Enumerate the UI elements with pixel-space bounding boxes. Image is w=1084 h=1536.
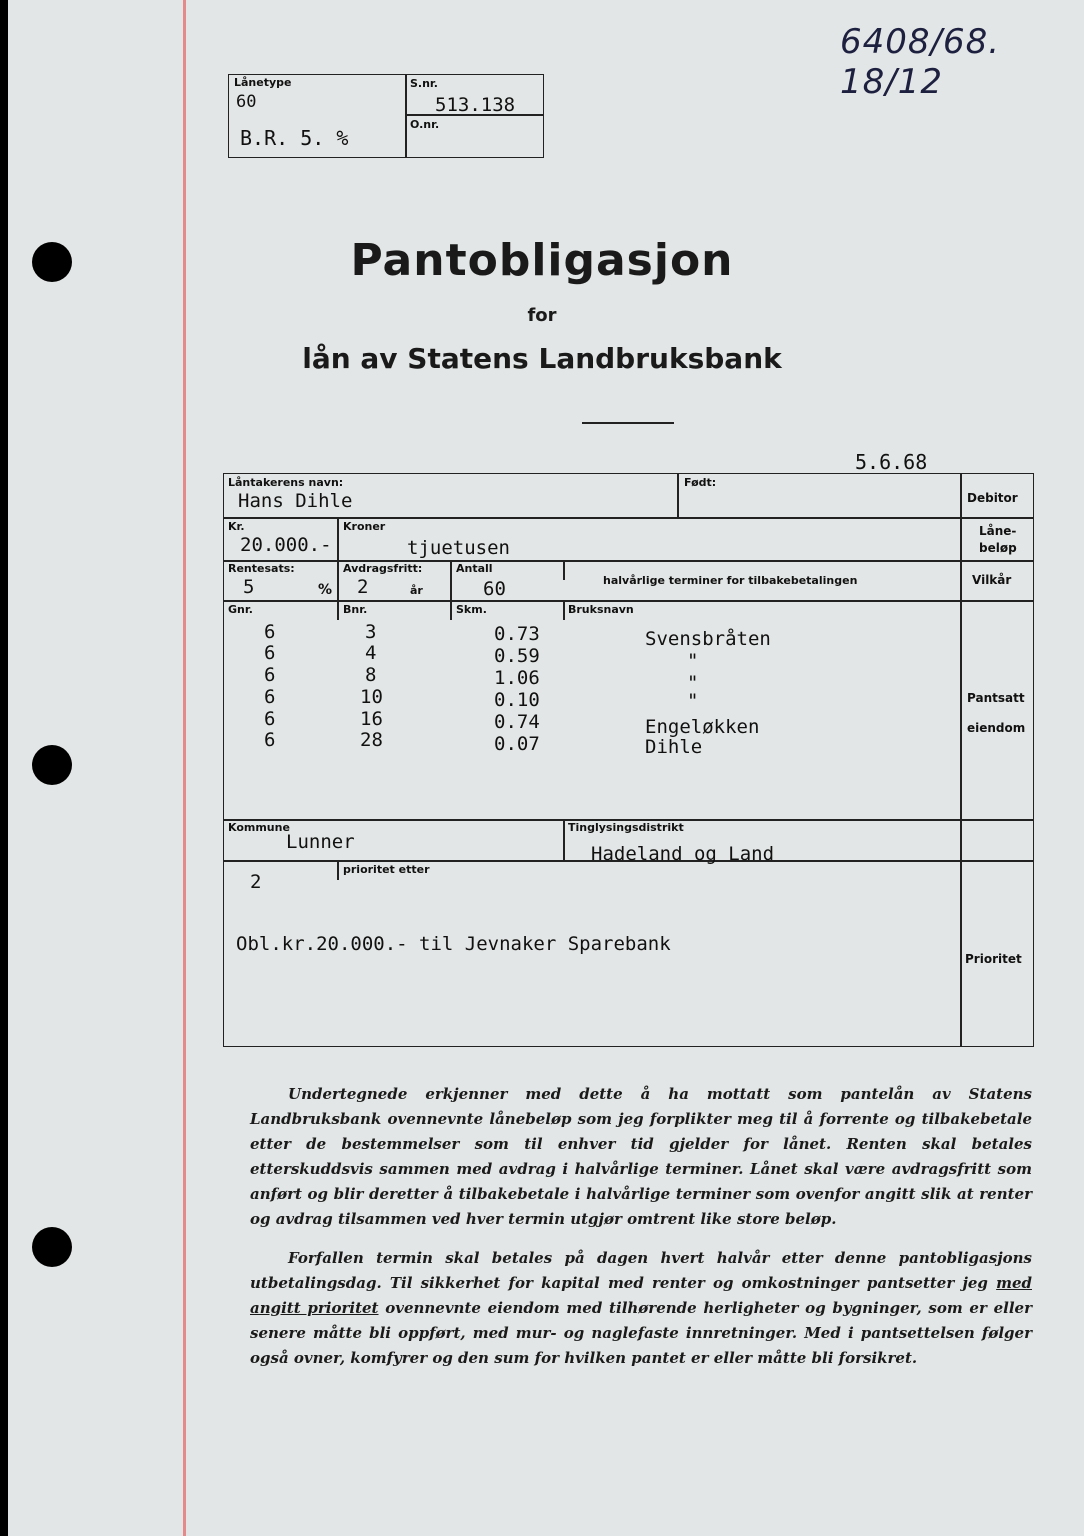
antall-label: Antall <box>456 562 493 575</box>
percent-sign: % <box>318 582 333 598</box>
skm-label: Skm. <box>456 603 487 616</box>
property-skm: 1.06 <box>494 667 540 689</box>
debitor-label: Debitor <box>967 491 1018 505</box>
prioritet-nr: 2 <box>250 871 262 893</box>
tinglysing-label: Tinglysingsdistrikt <box>568 821 684 834</box>
kommune-value: Lunner <box>286 831 355 853</box>
punch-hole <box>32 1227 72 1267</box>
lanetype-label: Lånetype <box>234 76 292 89</box>
paragraph-1-text: Undertegnede erkjenner med dette å ha mottatt som pantelån av Statens Landbruksbank ovennevnte lånebeløp som jeg forplikter meg til å forrente og tilbakebetale etter de bestemmelser som til enhver tid gjelder for lånet. Renten skal betales etterskuddsvis sammen med avdrag i halvårlige terminer. Lånet skal være avdragsfritt som anført og blir deretter å tilbakebetale i halvårlige terminer som ovenfor angitt slik at renter og avdrag tilsammen ved hver termin utgjør omtrent like store beløp. <box>250 1085 1032 1228</box>
margin-line <box>183 0 186 1536</box>
property-gnr: 6 <box>264 708 276 730</box>
property-skm: 0.59 <box>494 645 540 667</box>
prioritet-label: Prioritet <box>965 952 1022 966</box>
snr-label: S.nr. <box>410 77 438 90</box>
divider <box>582 422 674 424</box>
document-date: 5.6.68 <box>855 450 928 474</box>
page-title: Pantobligasjon <box>350 235 734 286</box>
paragraph-2-underlined: med angitt prioritet <box>250 1274 1032 1317</box>
rentesats-label: Rentesats: <box>228 562 295 575</box>
tinglysing-value: Hadeland og Land <box>591 843 775 865</box>
paragraph-2-text: Forfallen termin skal betales på dagen hvert halvår etter denne pantobligasjons utbetalingsdag. Til sikkerhet for kapital med renter og omkostninger pantsetter jeg <box>250 1249 1032 1292</box>
property-gnr: 6 <box>264 664 276 686</box>
kommune-label: Kommune <box>228 821 290 834</box>
kroner-label: Kroner <box>343 520 386 533</box>
br-value: B.R. 5. % <box>240 126 349 150</box>
property-gnr: 6 <box>264 642 276 664</box>
kr-label: Kr. <box>228 520 245 533</box>
navn-value: Hans Dihle <box>238 490 353 512</box>
paragraph-2 <box>250 1246 1032 1371</box>
rentesats-value: 5 <box>243 576 255 598</box>
property-name: " <box>687 690 699 712</box>
property-skm: 0.73 <box>494 623 540 645</box>
property-gnr: 6 <box>264 729 276 751</box>
bnr-label: Bnr. <box>343 603 368 616</box>
vilkar-label: Vilkår <box>972 573 1012 587</box>
lanebelop-label: Låne- <box>979 524 1017 538</box>
property-skm: 0.10 <box>494 689 540 711</box>
kr-value: 20.000.- <box>240 534 332 556</box>
punch-hole <box>32 745 72 785</box>
property-gnr: 6 <box>264 686 276 708</box>
lanebelop-label: beløp <box>979 541 1017 555</box>
property-bnr: 3 <box>365 621 377 643</box>
antall-value: 60 <box>483 578 506 600</box>
property-skm: 0.74 <box>494 711 540 733</box>
property-name: " <box>687 672 699 694</box>
property-gnr: 6 <box>264 621 276 643</box>
fodt-label: Født: <box>684 476 717 489</box>
gnr-label: Gnr. <box>228 603 253 616</box>
property-name-dihle: Dihle <box>645 736 703 758</box>
property-bnr: 10 <box>360 686 383 708</box>
property-bnr: 8 <box>365 664 377 686</box>
property-bnr: 16 <box>360 708 383 730</box>
avdragsfritt-label: Avdragsfritt: <box>343 562 423 575</box>
property-skm: 0.07 <box>494 733 540 755</box>
pantsatt-label: eiendom <box>967 721 1026 735</box>
handwritten-reference: 6408/68. 18/12 <box>840 22 1001 102</box>
page-subtitle: lån av Statens Landbruksbank <box>302 342 782 375</box>
lanetype-value: 60 <box>236 92 257 112</box>
kroner-value: tjuetusen <box>407 537 510 559</box>
property-name-engelokken: Engeløkken <box>645 716 760 738</box>
prioritet-text: Obl.kr.20.000.- til Jevnaker Sparebank <box>236 933 671 955</box>
title-for: for <box>527 305 557 326</box>
property-name: " <box>687 650 699 672</box>
navn-label: Låntakerens navn: <box>228 476 344 489</box>
property-name: Svensbråten <box>645 628 771 650</box>
paragraph-2-text-end: ovennevnte eiendom med tilhørende herligheter og bygninger, som er eller senere måtte bli oppført, med mur- og naglefaste innretninger. Med i pantsettelsen følger også ovner, komfyrer og den sum for hvilken pantet er eller måtte bli forsikret. <box>250 1299 1032 1367</box>
property-bnr: 4 <box>365 642 377 664</box>
ar-label: år <box>410 584 423 597</box>
paragraph-1 <box>250 1082 1032 1232</box>
onr-label: O.nr. <box>410 118 440 131</box>
prioritet-etter-label: prioritet etter <box>343 863 430 876</box>
avdragsfritt-value: 2 <box>357 576 369 598</box>
bruksnavn-label: Bruksnavn <box>568 603 634 616</box>
pantsatt-label: Pantsatt <box>967 691 1025 705</box>
snr-value: 513.138 <box>435 94 516 116</box>
property-bnr: 28 <box>360 729 383 751</box>
terminer-label: halvårlige terminer for tilbakebetalingen <box>603 574 858 587</box>
